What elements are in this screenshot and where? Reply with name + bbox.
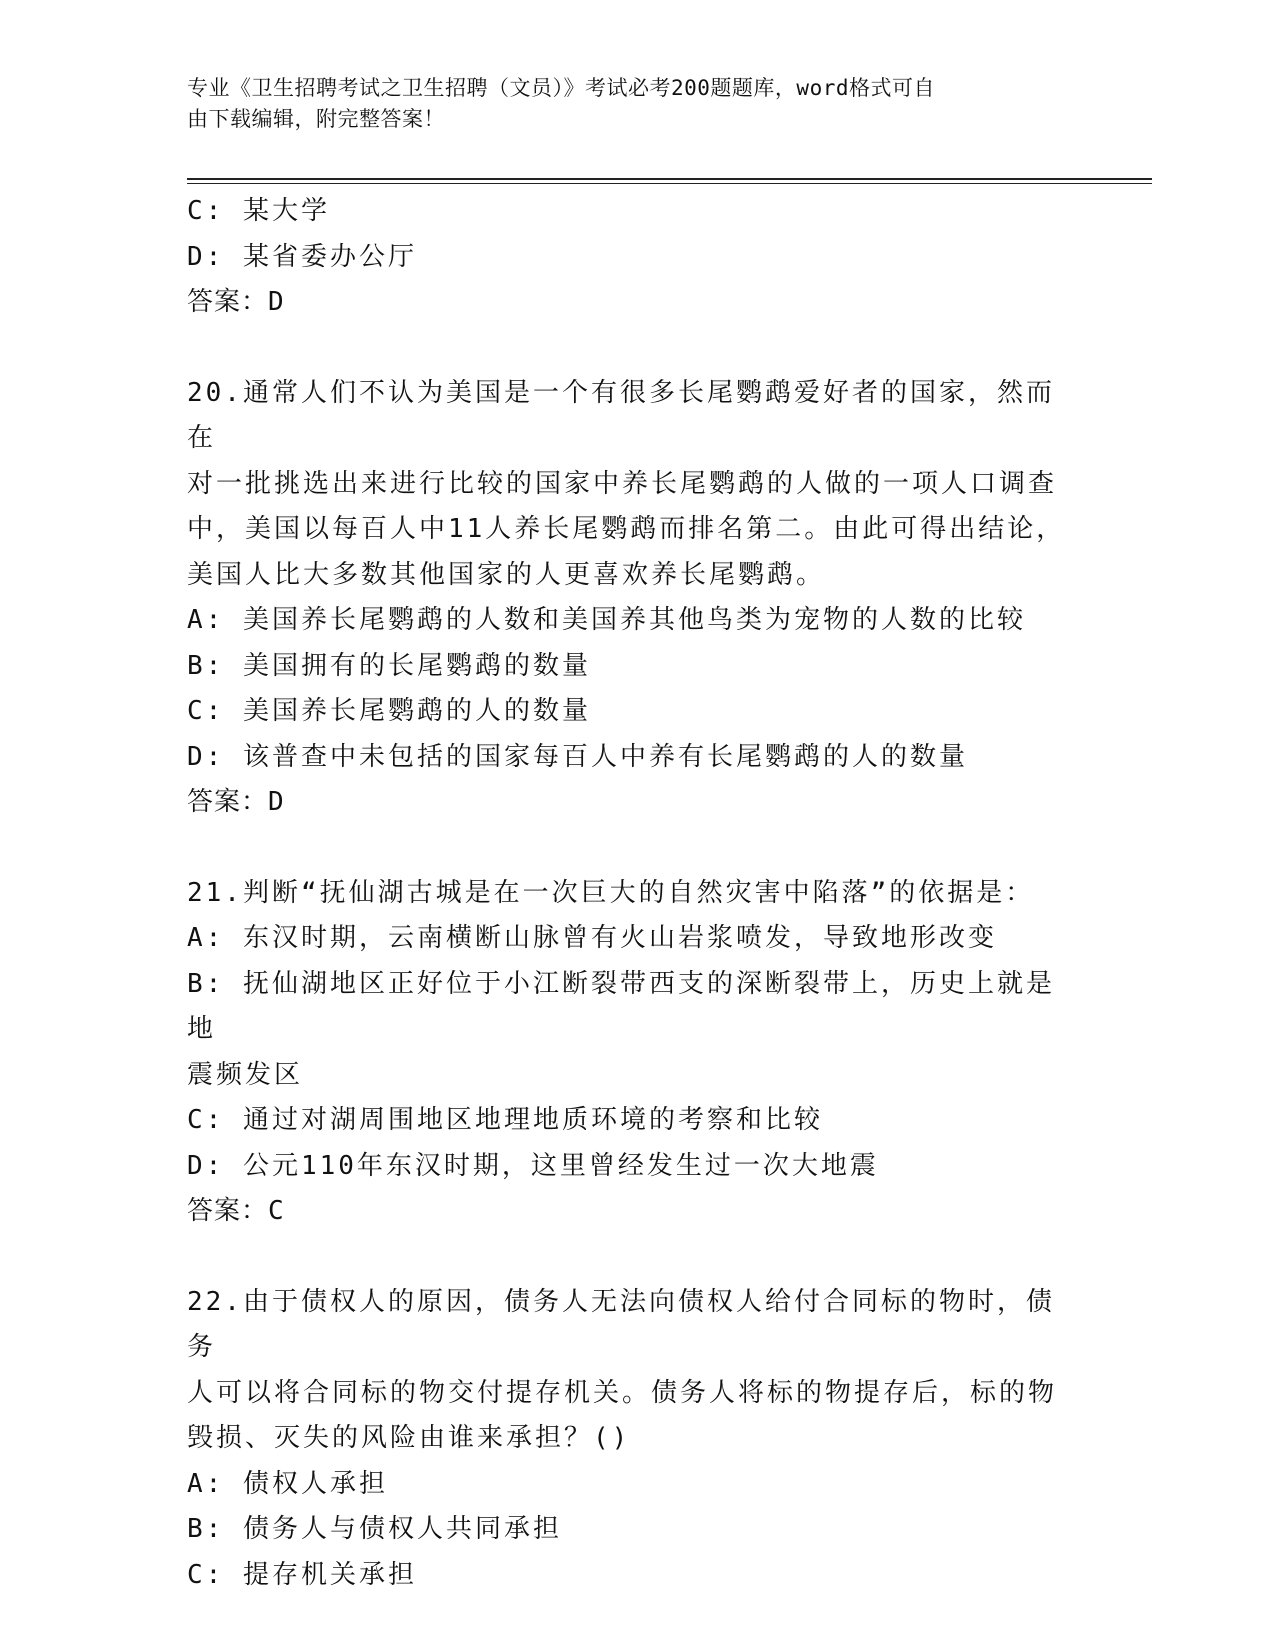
question-stem-line: 22.由于债权人的原因，债务人无法向债权人给付合同标的物时，债务 [187,1286,1055,1362]
question-stem-line: 毁损、灭失的风险由谁来承担？() [187,1423,631,1453]
question-stem-line: 人可以将合同标的物交付提存机关。债务人将标的物提存后，标的物 [187,1377,1058,1408]
option-b: B: 债务人与债权人共同承担 [187,1514,562,1544]
header-line-1: 专业《卫生招聘考试之卫生招聘（文员）》考试必考200题题库，word格式可自 [187,76,935,100]
spacer [187,326,1077,371]
question-19-continued [187,189,1077,326]
answer: 答案：D [187,287,285,317]
question-21 [187,871,1077,1235]
header-divider-thin [187,183,1152,184]
option-a: A: 债权人承担 [187,1468,388,1499]
document-header [187,73,1067,135]
option-d: D: 该普查中未包括的国家每百人中养有长尾鹦鹉的人的数量 [187,741,968,772]
option-b: B: 美国拥有的长尾鹦鹉的数量 [187,650,591,681]
answer: 答案：D [187,787,285,817]
option-b: B: 抚仙湖地区正好位于小江断裂带西支的深断裂带上，历史上就是地 [187,968,1055,1044]
answer: 答案：C [187,1196,285,1226]
option-c: C: 通过对湖周围地区地理地质环境的考察和比较 [187,1105,823,1135]
option-c: C: 美国养长尾鹦鹉的人的数量 [187,696,591,726]
question-stem-line: 对一批挑选出来进行比较的国家中养长尾鹦鹉的人做的一项人口调查 [187,468,1058,499]
question-stem-line: 21.判断“抚仙湖古城是在一次巨大的自然灾害中陷落”的依据是： [187,877,1035,908]
option-d: D: 某省委办公厅 [187,241,417,272]
option-c: C: 提存机关承担 [187,1559,417,1590]
spacer [187,826,1077,871]
question-20 [187,371,1077,826]
document-body [187,189,1077,1598]
option-b-continued: 震频发区 [187,1059,304,1090]
header-divider-thick [187,178,1152,180]
question-stem-line: 20.通常人们不认为美国是一个有很多长尾鹦鹉爱好者的国家，然而在 [187,377,1055,453]
option-d: D: 公元110年东汉时期，这里曾经发生过一次大地震 [187,1150,879,1181]
option-a: A: 东汉时期，云南横断山脉曾有火山岩浆喷发，导致地形改变 [187,923,997,953]
question-stem-line: 美国人比大多数其他国家的人更喜欢养长尾鹦鹉。 [187,559,826,590]
spacer [187,1235,1077,1280]
question-stem-line: 中，美国以每百人中11人养长尾鹦鹉而排名第二。由此可得出结论， [187,514,1066,544]
option-c: C: 某大学 [187,196,330,226]
question-22 [187,1280,1077,1599]
header-line-2: 由下载编辑，附完整答案！ [187,107,445,131]
option-a: A: 美国养长尾鹦鹉的人数和美国养其他鸟类为宠物的人数的比较 [187,605,1026,635]
